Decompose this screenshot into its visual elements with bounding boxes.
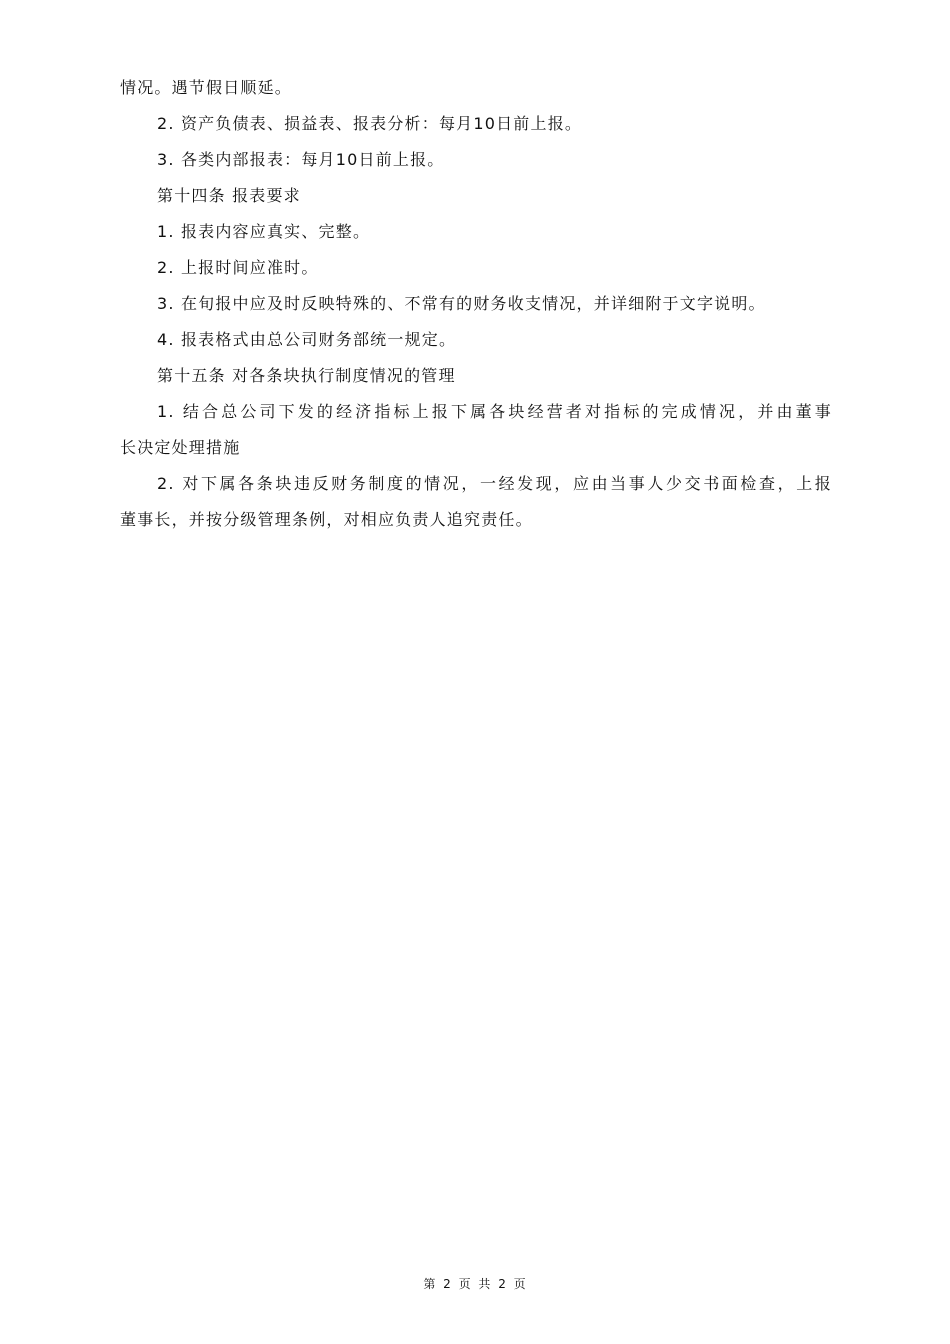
text-line-item: 3. 在旬报中应及时反映特殊的、不常有的财务收支情况，并详细附于文字说明。: [157, 294, 766, 313]
text-line-item: 3. 各类内部报表：每月10日前上报。: [157, 150, 445, 169]
page-footer: 第 2 页 共 2 页: [423, 1277, 527, 1291]
text-line-continuation: 董事长，并按分级管理条例，对相应负责人追究责任。: [120, 510, 533, 529]
article-heading: 第十四条 报表要求: [157, 186, 301, 205]
text-line-continuation: 情况。遇节假日顺延。: [120, 78, 293, 97]
text-line-item: 2. 资产负债表、损益表、报表分析：每月10日前上报。: [157, 114, 583, 133]
text-line-item: 1. 结合总公司下发的经济指标上报下属各块经营者对指标的完成情况，并由董事: [157, 402, 832, 421]
text-line-item: 4. 报表格式由总公司财务部统一规定。: [157, 330, 457, 349]
text-line-item: 1. 报表内容应真实、完整。: [157, 222, 371, 241]
article-heading: 第十五条 对各条块执行制度情况的管理: [157, 366, 456, 385]
document-body: [120, 70, 832, 538]
text-line-item: 2. 对下属各条块违反财务制度的情况，一经发现，应由当事人少交书面检查，上报: [157, 474, 832, 493]
text-line-item: 2. 上报时间应准时。: [157, 258, 319, 277]
text-line-continuation: 长决定处理措施: [120, 438, 241, 457]
